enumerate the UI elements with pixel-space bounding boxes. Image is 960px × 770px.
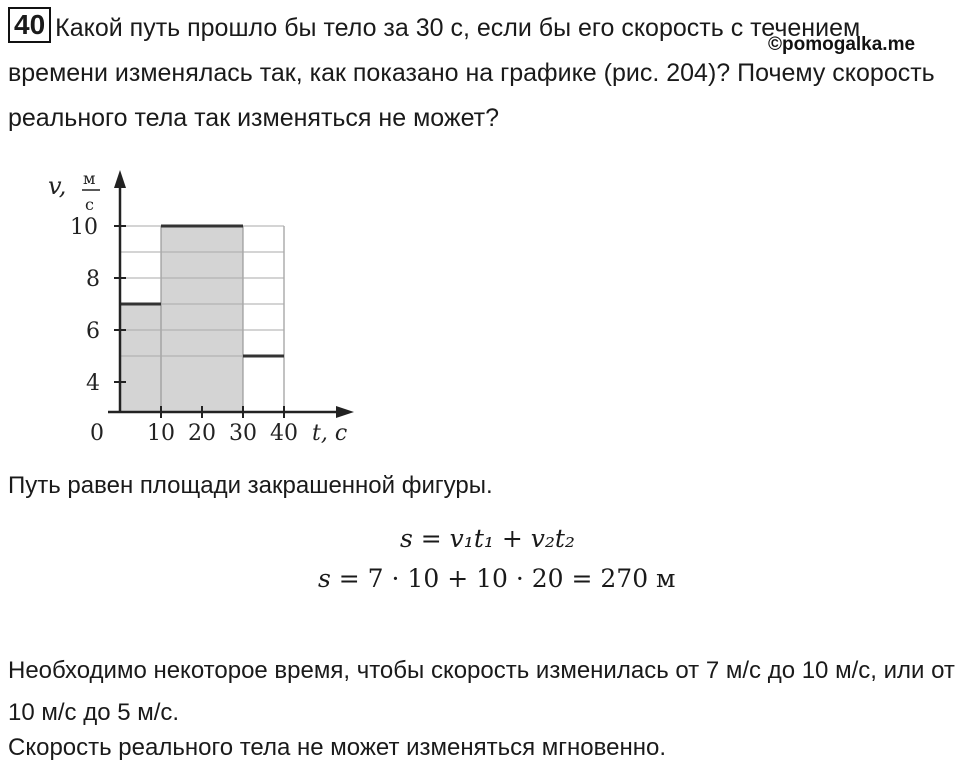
x-tick-label-10: 10 <box>147 421 175 446</box>
problem-number: 40 <box>8 7 51 43</box>
formula-general: s = v₁t₁ + v₂t₂ <box>400 524 575 553</box>
shaded-area <box>120 226 243 412</box>
shaded-segment-2 <box>161 226 243 412</box>
solution-line1: Путь равен площади закрашенной фигуры. <box>8 472 493 499</box>
watermark: ©pomogalka.me <box>768 34 916 55</box>
x-axis-arrow <box>336 406 354 418</box>
y-axis-arrow <box>114 170 126 188</box>
x-tick-label-40: 40 <box>270 421 298 446</box>
problem-text: Какой путь прошло бы тело за 30 с, если бы его скорость с течением времени изменялась так, как показано на графике (рис. 204)? Почему скорость реального тела так изменяться не может? <box>8 14 935 132</box>
problem-statement <box>8 6 953 141</box>
x-tick-label-30: 30 <box>229 421 257 446</box>
shaded-segment-1 <box>120 304 161 412</box>
y-axis-unit-num: м <box>83 169 96 188</box>
y-tick-label-8: 8 <box>86 267 100 292</box>
x-axis-label: t, c <box>312 421 348 446</box>
y-axis-unit-den: с <box>85 195 94 214</box>
explanation-paragraph: Необходимо некоторое время, чтобы скорость изменилась от 7 м/с до 10 м/с, или от 10 м/с до 5 м/с. <box>8 657 955 726</box>
y-axis-var: v, <box>48 172 67 200</box>
velocity-chart <box>30 158 370 458</box>
y-tick-label-4: 4 <box>86 371 100 396</box>
origin-label: 0 <box>90 421 104 446</box>
formula-var: s <box>318 564 331 593</box>
y-tick-label-6: 6 <box>86 319 100 344</box>
y-tick-label-10: 10 <box>70 215 98 240</box>
x-tick-label-20: 20 <box>188 421 216 446</box>
formula-rest: = 7 · 10 + 10 · 20 = 270 м <box>330 564 676 593</box>
conclusion-paragraph: Скорость реального тела не может изменяться мгновенно. <box>8 734 666 761</box>
formula-numeric <box>318 564 676 593</box>
